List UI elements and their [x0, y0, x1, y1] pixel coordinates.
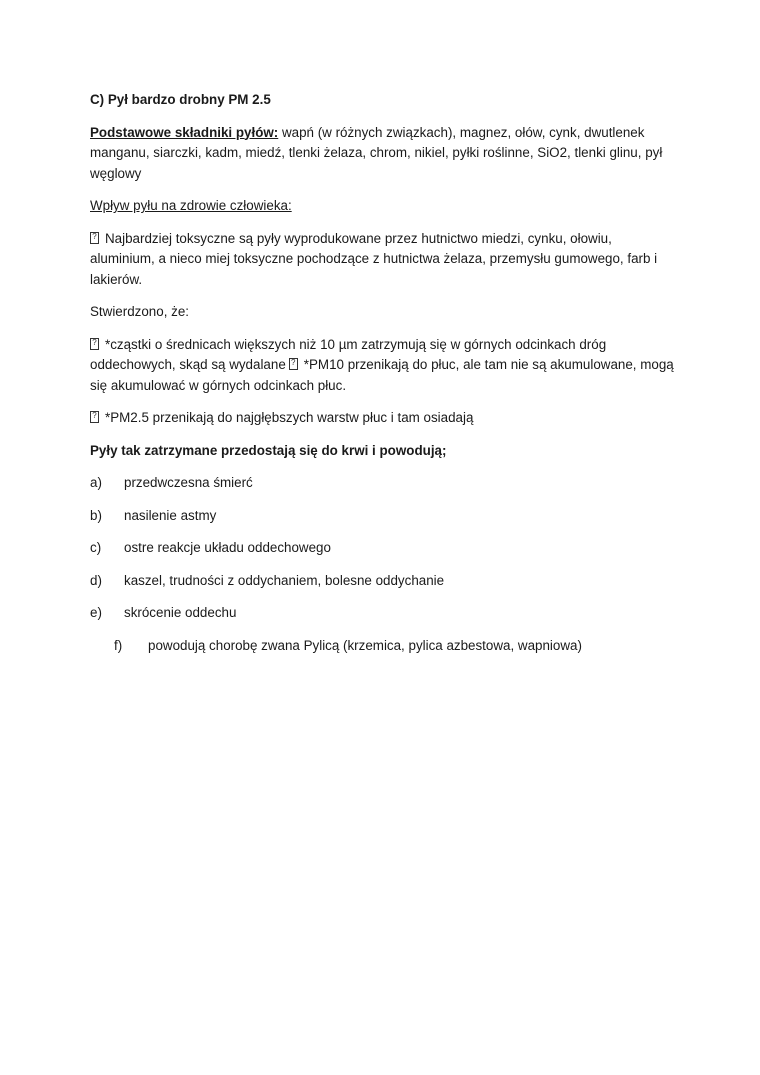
list-item-text: skrócenie oddechu: [124, 605, 237, 620]
document-body: [90, 90, 675, 668]
list-item: [90, 636, 675, 657]
list-marker: e): [90, 605, 102, 620]
list-item-text: powodują chorobę zwana Pylicą (krzemica, pylica azbestowa, wapniowa): [148, 637, 582, 653]
list-item: [90, 506, 675, 527]
list-item: [90, 473, 675, 494]
missing-glyph-icon: [289, 358, 298, 370]
effects-list: [90, 473, 675, 656]
health-bullet-text: Najbardziej toksyczne są pyły wyprodukowane przez hutnictwo miedzi, cynku, ołowiu, aluminium, a nieco miej toksyczne pochodzące z hutnictwa żelaza, przemysłu gumowego, farb i lakierów.: [90, 230, 658, 287]
components-paragraph: [90, 123, 675, 185]
health-heading: Wpływ pyłu na zdrowie człowieka:: [90, 198, 292, 213]
list-marker: d): [90, 572, 102, 588]
list-marker: b): [90, 507, 102, 523]
list-item: [90, 603, 675, 624]
components-label: Podstawowe składniki pyłów:: [90, 124, 279, 140]
missing-glyph-icon: [90, 338, 99, 350]
list-item-text: kaszel, trudności z oddychaniem, bolesne oddychanie: [124, 572, 445, 588]
list-item-text: przedwczesna śmierć: [124, 475, 253, 490]
found-intro: Stwierdzono, że:: [90, 304, 189, 319]
list-item: [90, 571, 675, 592]
missing-glyph-icon: [90, 411, 99, 423]
list-marker: f): [114, 637, 123, 653]
section-title: C) Pył bardzo drobny PM 2.5: [90, 92, 271, 107]
found-bullet-2-text: *PM2.5 przenikają do najgłębszych warstw płuc i tam osiadają: [105, 410, 474, 425]
list-item-text: ostre reakcje układu oddechowego: [124, 540, 331, 555]
found-bullet-1: [90, 335, 675, 397]
found-bullet-1b-text: *PM10 przenikają do płuc, ale tam nie są akumulowane, mogą się akumulować w górnych odcinkach płuc.: [90, 357, 674, 393]
found-bullet-1a-text: *cząstki o średnicach większych niż 10 µm zatrzymują się w górnych odcinkach dróg oddechowych, skąd są wydalane: [90, 336, 607, 372]
found-bullet-2: [90, 408, 675, 429]
effects-heading: Pyły tak zatrzymane przedostają się do krwi i powodują;: [90, 442, 447, 458]
missing-glyph-icon: [90, 232, 99, 244]
list-marker: a): [90, 475, 102, 490]
list-item: [90, 538, 675, 559]
health-bullet: [90, 229, 675, 291]
list-marker: c): [90, 540, 102, 555]
components-text: wapń (w różnych związkach), magnez, ołów, cynk, dwutlenek manganu, siarczki, kadm, miedź, tlenki żelaza, chrom, nikiel, pyłki roślinne, SiO2, tlenki glinu, pył węglowy: [90, 124, 663, 181]
list-item-text: nasilenie astmy: [124, 507, 217, 523]
